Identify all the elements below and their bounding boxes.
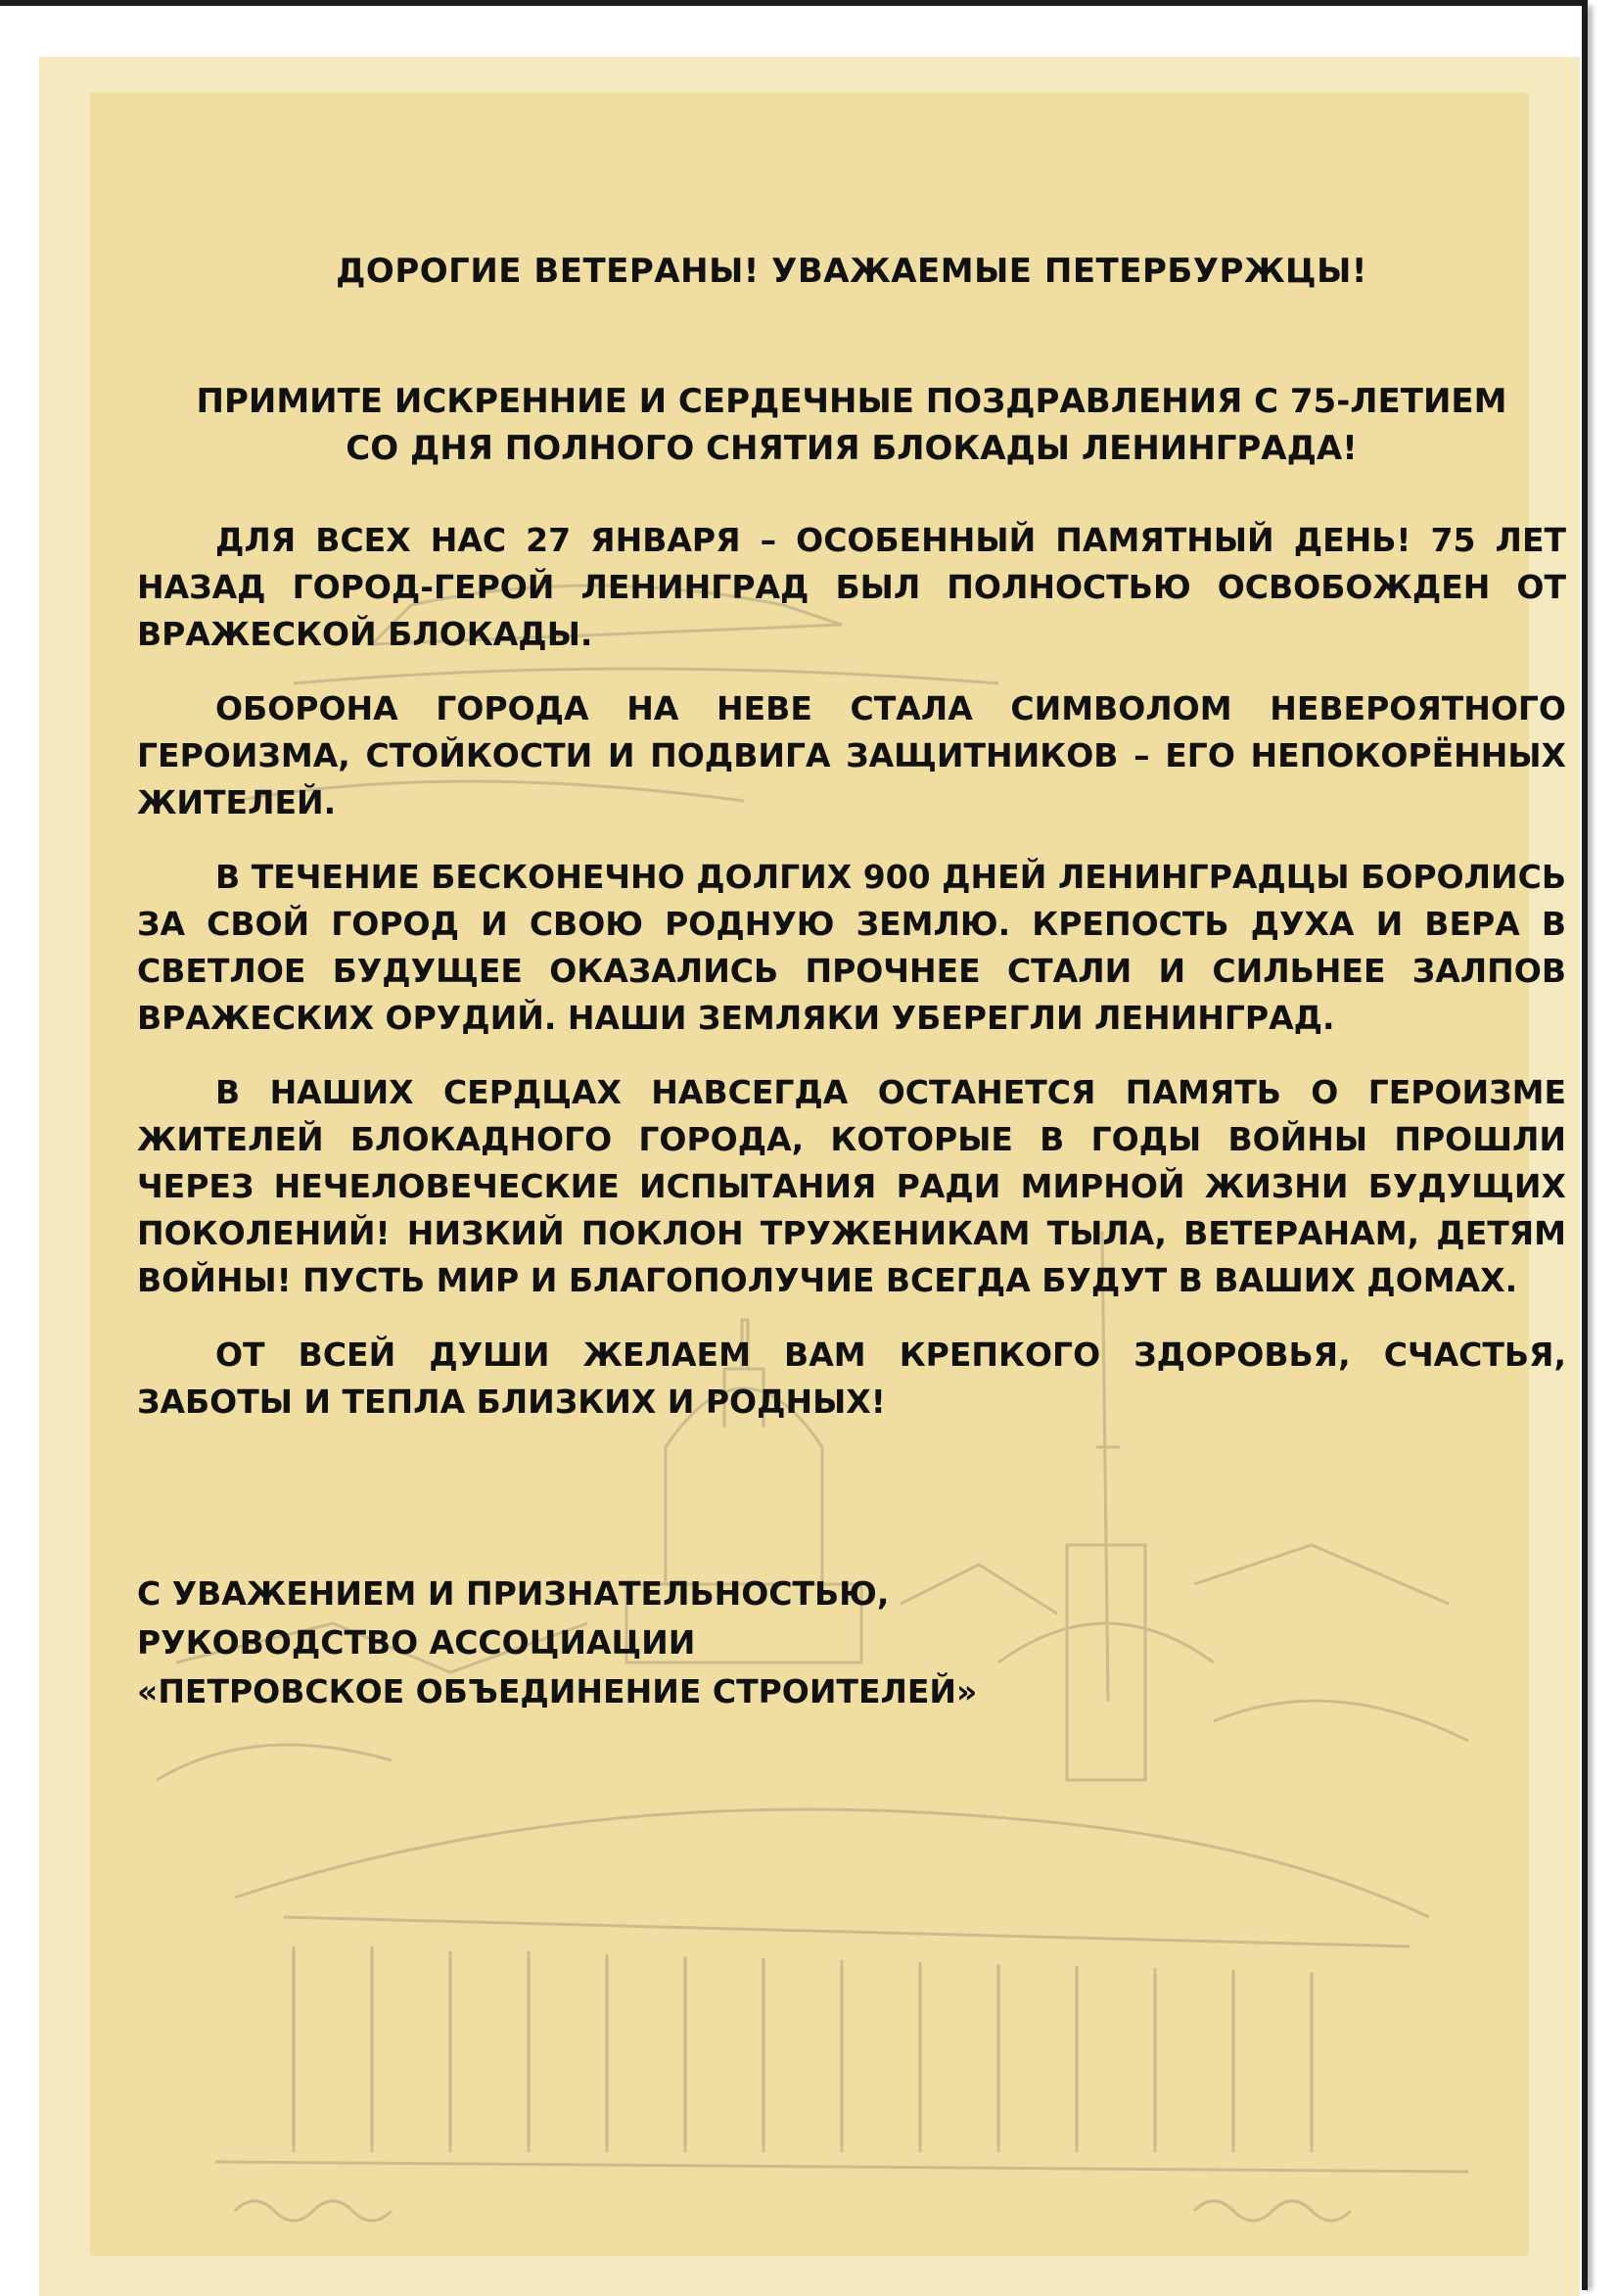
signature-line-2: РУКОВОДСТВО АССОЦИАЦИИ (137, 1623, 696, 1662)
paragraph: ОТ ВСЕЙ ДУШИ ЖЕЛАЕМ ВАМ КРЕПКОГО ЗДОРОВЬЯ, СЧАСТЬЯ, ЗАБОТЫ И ТЕПЛА БЛИЗКИХ И РОДНЫХ! (137, 1335, 1566, 1421)
postcard (39, 57, 1580, 2296)
letter-signature (137, 1570, 1566, 1716)
paragraph: В НАШИХ СЕРДЦАХ НАВСЕГДА ОСТАНЕТСЯ ПАМЯТЬ О ГЕРОИЗМЕ ЖИТЕЛЕЙ БЛОКАДНОГО ГОРОДА, КОТОРЫЕ В ГОДЫ ВОЙНЫ ПРОШЛИ ЧЕРЕЗ НЕЧЕЛОВЕЧЕСКИЕ ИСПЫТАНИЯ РАДИ МИРНОЙ ЖИЗНИ БУДУЩИХ ПОКОЛЕНИЙ! НИЗКИЙ ПОКЛОН ТРУЖЕНИКАМ ТЫЛА, ВЕТЕРАНАМ, ДЕТЯМ ВОЙНЫ! ПУСТЬ МИР И БЛАГОПОЛУЧИЕ ВСЕГДА БУДУТ В ВАШИХ ДОМАХ. (137, 1073, 1566, 1299)
letter-greeting: ДОРОГИЕ ВЕТЕРАНЫ! УВАЖАЕМЫЕ ПЕТЕРБУРЖЦЫ! (336, 252, 1367, 291)
paragraph: ОБОРОНА ГОРОДА НА НЕВЕ СТАЛА СИМВОЛОМ НЕВЕРОЯТНОГО ГЕРОИЗМА, СТОЙКОСТИ И ПОДВИГА ЗАЩИТНИКОВ – ЕГО НЕПОКОРЁННЫХ ЖИТЕЛЕЙ. (137, 689, 1566, 821)
letter-body (137, 517, 1566, 1453)
signature-line-3: «ПЕТРОВСКОЕ ОБЪЕДИНЕНИЕ СТРОИТЕЛЕЙ» (137, 1672, 978, 1710)
paragraph: ДЛЯ ВСЕХ НАС 27 ЯНВАРЯ – ОСОБЕННЫЙ ПАМЯТНЫЙ ДЕНЬ! 75 ЛЕТ НАЗАД ГОРОД-ГЕРОЙ ЛЕНИНГРАД БЫЛ ПОЛНОСТЬЮ ОСВОБОЖДЕН ОТ ВРАЖЕСКОЙ БЛОКАДЫ. (137, 521, 1566, 653)
congrats-line-1: ПРИМИТЕ ИСКРЕННИЕ И СЕРДЕЧНЫЕ ПОЗДРАВЛЕНИЯ С 75-ЛЕТИЕМ (196, 382, 1507, 421)
paragraph: В ТЕЧЕНИЕ БЕСКОНЕЧНО ДОЛГИХ 900 ДНЕЙ ЛЕНИНГРАДЦЫ БОРОЛИСЬ ЗА СВОЙ ГОРОД И СВОЮ РОДНУЮ ЗЕМЛЮ. КРЕПОСТЬ ДУХА И ВЕРА В СВЕТЛОЕ БУДУЩЕЕ ОКАЗАЛИСЬ ПРОЧНЕЕ СТАЛИ И СИЛЬНЕЕ ЗАЛПОВ ВРАЖЕСКИХ ОРУДИЙ. НАШИ ЗЕМЛЯКИ УБЕРЕГЛИ ЛЕНИНГРАД. (137, 858, 1566, 1037)
letter-congratulation-heading (137, 378, 1566, 472)
congrats-line-2: СО ДНЯ ПОЛНОГО СНЯТИЯ БЛОКАДЫ ЛЕНИНГРАДА! (346, 429, 1358, 468)
signature-line-1: С УВАЖЕНИЕМ И ПРИЗНАТЕЛЬНОСТЬЮ, (137, 1574, 890, 1613)
